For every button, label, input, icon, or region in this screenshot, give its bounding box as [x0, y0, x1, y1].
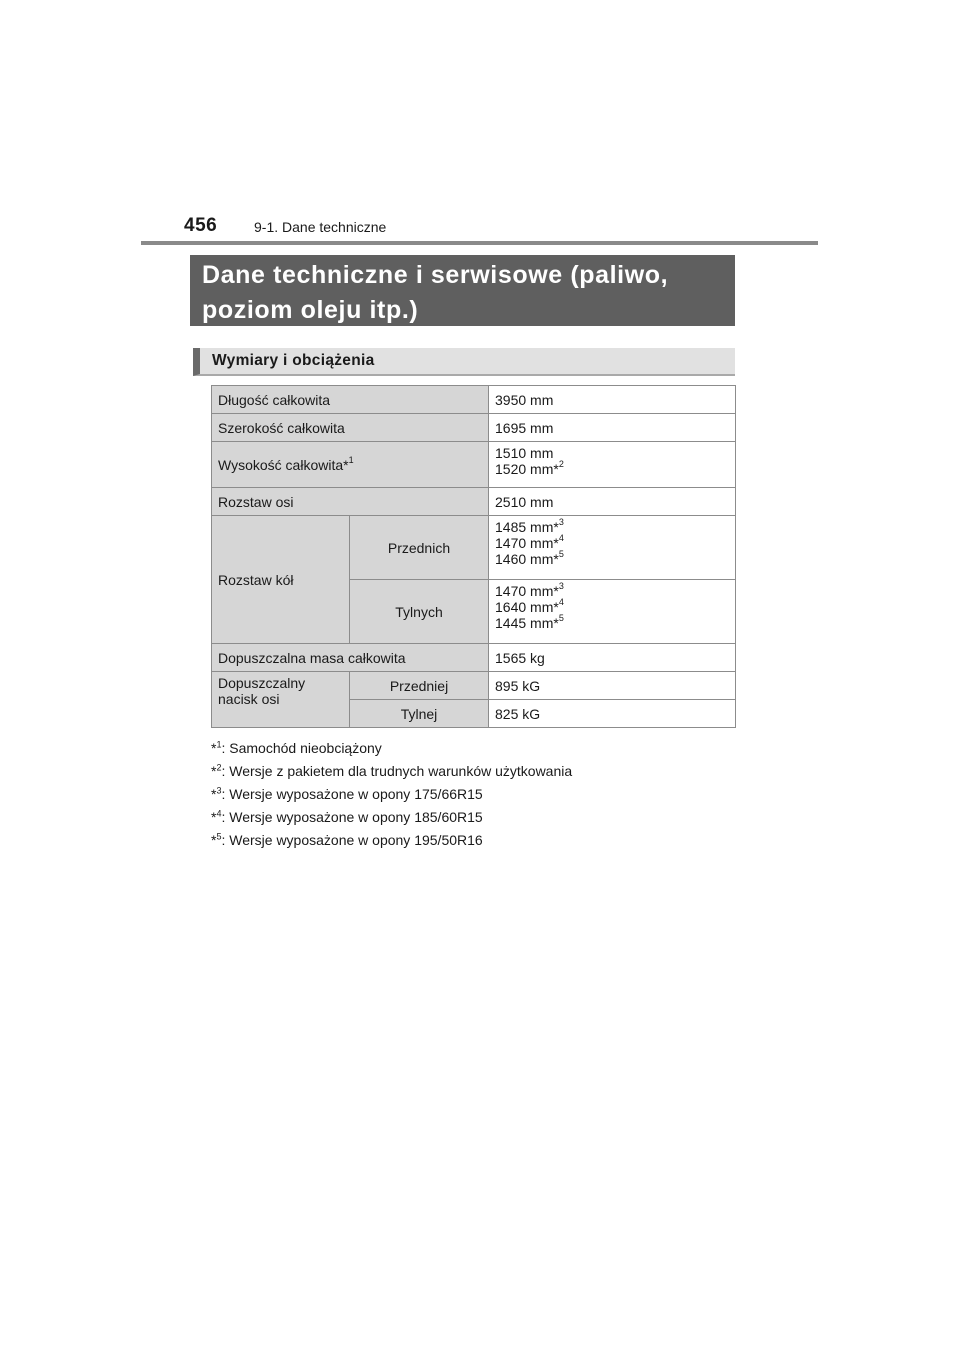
footnote-ref: 3	[558, 581, 564, 592]
gross-mass-value: 1565 kg	[489, 644, 736, 672]
track-rear-values	[489, 580, 736, 644]
track-rear-value: 1470 mm*	[495, 583, 559, 599]
height-value-1: 1510 mm	[495, 445, 554, 461]
footnote-number: 2	[216, 762, 222, 773]
height-value-2: 1520 mm*	[495, 461, 559, 477]
track-front-value-line	[495, 519, 729, 535]
page-title: Dane techniczne i serwisowe (paliwo, poziom oleju itp.)	[202, 261, 669, 324]
table-row	[212, 386, 736, 414]
footnote-mark: *	[211, 832, 217, 848]
header-rule	[141, 241, 818, 245]
table-row	[212, 516, 736, 580]
page-number: 456	[184, 215, 218, 236]
track-front-label: Przednich	[350, 516, 489, 580]
footnote-ref: 5	[558, 613, 564, 624]
footnote-2	[211, 760, 572, 783]
track-front-value: 1485 mm*	[495, 519, 559, 535]
section-subheading	[193, 348, 735, 376]
footnote-number: 4	[216, 808, 222, 819]
table-row	[212, 672, 736, 700]
wheelbase-value: 2510 mm	[489, 488, 736, 516]
title-banner	[190, 255, 735, 326]
wheelbase-label: Rozstaw osi	[212, 488, 489, 516]
track-front-value: 1460 mm*	[495, 551, 559, 567]
footnote-3	[211, 783, 572, 806]
track-front-value: 1470 mm*	[495, 535, 559, 551]
track-rear-value-line	[495, 583, 729, 599]
height-label-cell	[212, 442, 489, 488]
track-rear-value-line	[495, 599, 729, 615]
length-value: 3950 mm	[489, 386, 736, 414]
track-front-value-line	[495, 535, 729, 551]
track-rear-value: 1640 mm*	[495, 599, 559, 615]
footnote-text: : Samochód nieobciążony	[221, 740, 382, 756]
width-value: 1695 mm	[489, 414, 736, 442]
axle-rear-value: 825 kG	[489, 700, 736, 728]
track-front-value-line	[495, 551, 729, 567]
length-label: Długość całkowita	[212, 386, 489, 414]
footnote-mark: *	[211, 786, 217, 802]
height-value-cell	[489, 442, 736, 488]
footnote-ref: 4	[558, 533, 564, 544]
track-front-values	[489, 516, 736, 580]
table-row	[212, 414, 736, 442]
footnote-text: : Wersje wyposażone w opony 185/60R15	[221, 809, 483, 825]
axle-load-label: Dopuszczalny nacisk osi	[212, 672, 350, 728]
dimensions-table	[211, 385, 736, 728]
footnote-text: : Wersje wyposażone w opony 175/66R15	[221, 786, 483, 802]
width-label: Szerokość całkowita	[212, 414, 489, 442]
table-row	[212, 442, 736, 488]
footnotes	[211, 737, 572, 852]
footnote-ref: 3	[558, 517, 564, 528]
section-label: 9-1. Dane techniczne	[254, 219, 387, 235]
subheading-text: Wymiary i obciążenia	[212, 352, 375, 369]
footnote-number: 3	[216, 785, 222, 796]
footnote-number: 5	[216, 831, 222, 842]
height-label-footnote-ref: 1	[348, 454, 354, 465]
footnote-mark: *	[211, 763, 217, 779]
axle-front-label: Przedniej	[350, 672, 489, 700]
table-row	[212, 644, 736, 672]
footnote-1	[211, 737, 572, 760]
footnote-text: : Wersje wyposażone w opony 195/50R16	[221, 832, 483, 848]
track-rear-value-line	[495, 615, 729, 631]
height-label: Wysokość całkowita*	[218, 456, 349, 473]
gross-mass-label: Dopuszczalna masa całkowita	[212, 644, 489, 672]
table-row	[212, 488, 736, 516]
footnote-5	[211, 829, 572, 852]
footnote-text: : Wersje z pakietem dla trudnych warunków użytkowania	[221, 763, 573, 779]
footnote-ref: 4	[558, 597, 564, 608]
height-value-2-line	[495, 461, 729, 477]
footnote-ref: 5	[558, 549, 564, 560]
track-rear-label: Tylnych	[350, 580, 489, 644]
footnote-number: 1	[216, 739, 222, 750]
height-value-2-footnote-ref: 2	[558, 459, 564, 470]
axle-front-value: 895 kG	[489, 672, 736, 700]
track-label: Rozstaw kół	[212, 516, 350, 644]
footnote-4	[211, 806, 572, 829]
track-rear-value: 1445 mm*	[495, 615, 559, 631]
axle-rear-label: Tylnej	[350, 700, 489, 728]
footnote-mark: *	[211, 740, 217, 756]
footnote-mark: *	[211, 809, 217, 825]
